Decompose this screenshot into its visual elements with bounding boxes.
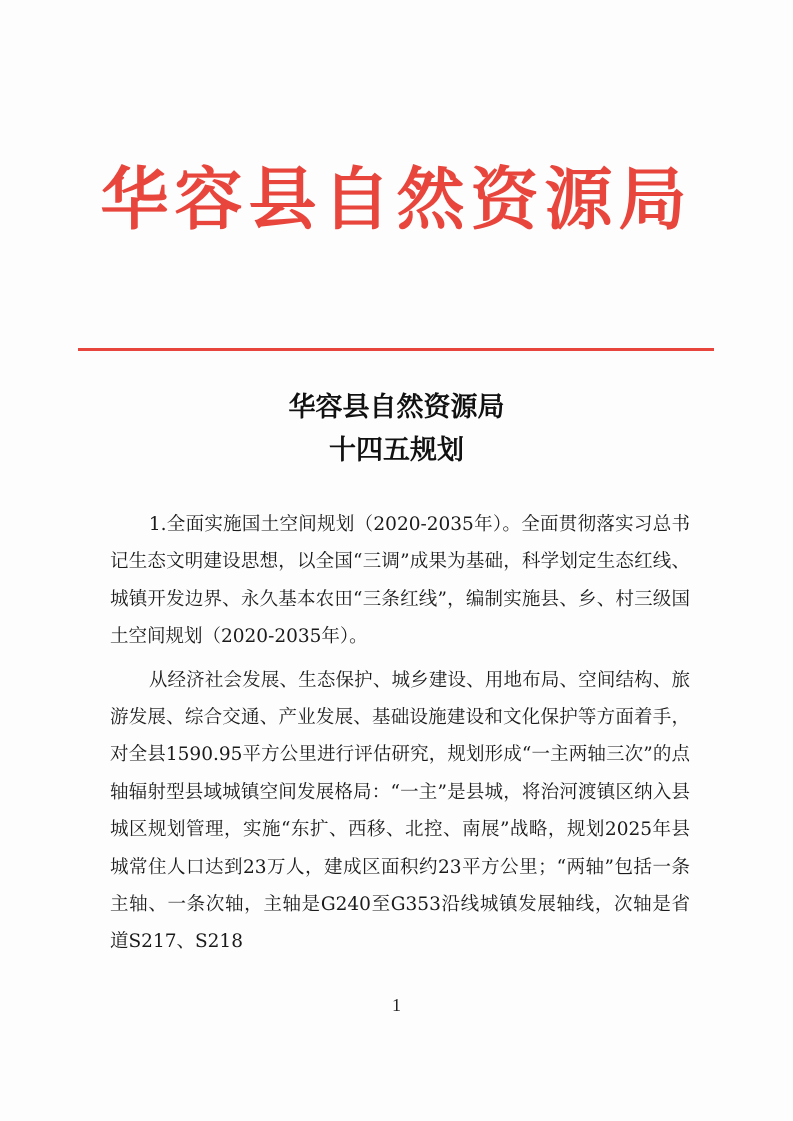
red-divider-line — [78, 348, 714, 351]
agency-masthead: 华容县自然资源局 — [100, 160, 693, 240]
page-number: 1 — [392, 995, 401, 1015]
document-title-line-1: 华容县自然资源局 — [288, 392, 505, 423]
document-title-line-2: 十四五规划 — [329, 435, 464, 466]
document-body — [110, 506, 690, 967]
body-paragraph-2: 从经济社会发展、生态保护、城乡建设、用地布局、空间结构、旅游发展、综合交通、产业发展、基础设施建设和文化保护等方面着手，对全县1590.95平方公里进行评估研究，规划形成“一主两轴三次”的点轴辐射型县域城镇空间发展格局：“一主”是县城，将治河渡镇区纳入县城区规划管理，实施“东扩、西移、北控、南展”战略，规划2025年县城常住人口达到23万人，建成区面积约23平方公里；“两轴”包括一条主轴、一条次轴，主轴是G240至G353沿线城镇发展轴线，次轴是省道S217、S218 — [110, 669, 690, 953]
body-paragraph-1: 1.全面实施国土空间规划（2020-2035年）。全面贯彻落实习总书记生态文明建设思想，以全国“三调”成果为基础，科学划定生态红线、城镇开发边界、永久基本农田“三条红线”，编制实施县、乡、村三级国土空间规划（2020-2035年）。 — [110, 514, 690, 648]
